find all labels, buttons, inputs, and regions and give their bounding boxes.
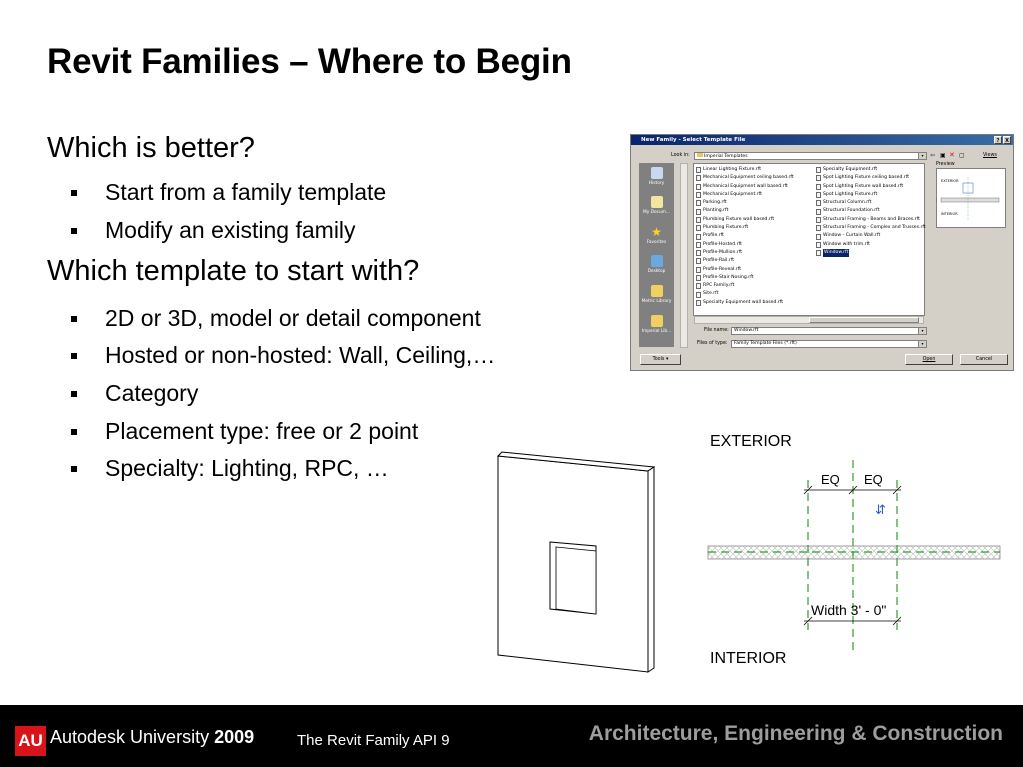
file-name: Specialty Equipment wall based.rft bbox=[703, 299, 784, 305]
bullet-marker bbox=[71, 190, 77, 196]
bullet-placement: Placement type: free or 2 point bbox=[105, 418, 419, 444]
file-list-item[interactable] bbox=[696, 207, 794, 215]
question-which-is-better: Which is better? bbox=[47, 132, 255, 164]
template-file-icon bbox=[696, 267, 701, 273]
file-list-item[interactable] bbox=[696, 266, 794, 274]
preview-pane bbox=[936, 168, 1006, 228]
file-name: Profile-Hosted.rft bbox=[703, 241, 742, 247]
file-name: Structural Framing - Beams and Braces.rft bbox=[823, 216, 920, 222]
place-history[interactable]: History bbox=[639, 167, 674, 186]
file-name: Mechanical Equipment.rft bbox=[703, 191, 762, 197]
bullet-marker bbox=[71, 228, 77, 234]
label-interior: INTERIOR bbox=[710, 650, 787, 667]
template-file-icon bbox=[816, 200, 821, 206]
template-file-icon bbox=[816, 217, 821, 223]
file-list[interactable] bbox=[693, 163, 925, 316]
up-folder-icon[interactable]: ▣ bbox=[940, 152, 946, 159]
dialog-titlebar bbox=[631, 135, 1013, 145]
label-eq-left: EQ bbox=[821, 472, 840, 487]
file-list-item[interactable] bbox=[696, 257, 794, 265]
bullet-modify-family: Modify an existing family bbox=[105, 217, 356, 243]
template-file-icon bbox=[816, 175, 821, 181]
au-logo: AU bbox=[15, 726, 46, 756]
template-file-icon bbox=[696, 217, 701, 223]
template-file-icon bbox=[696, 292, 701, 298]
file-list-item[interactable] bbox=[816, 191, 926, 199]
template-file-icon bbox=[816, 225, 821, 231]
file-list-item[interactable] bbox=[696, 191, 794, 199]
window-frame bbox=[556, 547, 596, 614]
look-in-combo[interactable] bbox=[694, 152, 927, 160]
file-name: Structural Column.rft bbox=[823, 200, 872, 206]
chevron-down-icon[interactable]: ▾ bbox=[918, 341, 926, 347]
file-name: Parking.rft bbox=[703, 200, 727, 206]
folder-icon bbox=[651, 285, 663, 297]
label-exterior: EXTERIOR bbox=[710, 433, 792, 450]
views-menu[interactable]: Views bbox=[983, 153, 997, 158]
template-file-icon bbox=[696, 283, 701, 289]
file-list-item[interactable] bbox=[696, 241, 794, 249]
flip-arrows-icon[interactable]: ⇵ bbox=[875, 503, 886, 518]
look-in-label: Look in: bbox=[671, 153, 690, 158]
file-name: Window.rft bbox=[823, 249, 849, 257]
bullet-category: Category bbox=[105, 380, 199, 406]
file-list-item[interactable] bbox=[696, 174, 794, 182]
file-name: Profile-Rail.rft bbox=[703, 258, 735, 264]
file-list-item[interactable] bbox=[696, 299, 794, 307]
place-favorites[interactable]: ★ Favorites bbox=[646, 225, 667, 245]
file-list-scrollbar[interactable] bbox=[694, 316, 924, 324]
file-list-item[interactable] bbox=[816, 174, 926, 182]
bullet-specialty: Specialty: Lighting, RPC, … bbox=[105, 455, 389, 481]
file-name: Profile-Stair Nosing.rft bbox=[703, 274, 754, 280]
file-list-item[interactable] bbox=[816, 249, 926, 257]
template-file-icon bbox=[696, 275, 701, 281]
file-name: Structural Framing - Complex and Trusses.rft bbox=[823, 225, 926, 231]
file-list-item[interactable] bbox=[696, 183, 794, 191]
file-name-field[interactable]: Window.rft ▾ bbox=[731, 327, 927, 335]
question-which-template: Which template to start with? bbox=[47, 255, 420, 287]
file-name: Mechanical Equipment wall based.rft bbox=[703, 183, 788, 189]
slide-title: Revit Families – Where to Begin bbox=[47, 42, 572, 81]
file-list-item[interactable] bbox=[816, 232, 926, 240]
template-file-icon bbox=[696, 250, 701, 256]
scrollbar-thumb[interactable] bbox=[809, 317, 919, 323]
new-folder-icon[interactable]: ▢ bbox=[959, 152, 965, 159]
file-name: Profile.rft bbox=[703, 233, 724, 239]
au-brand: Autodesk University 2009 bbox=[50, 727, 255, 747]
file-list-item[interactable] bbox=[816, 207, 926, 215]
places-bar bbox=[639, 163, 674, 347]
file-list-item[interactable] bbox=[816, 166, 926, 174]
file-list-item[interactable] bbox=[816, 183, 926, 191]
file-name: Window with trim.rft bbox=[823, 241, 870, 247]
chevron-down-icon[interactable]: ▾ bbox=[918, 328, 926, 334]
cancel-button[interactable]: Cancel bbox=[960, 354, 1008, 365]
file-list-column-1 bbox=[696, 166, 794, 307]
file-name: Structural Foundation.rft bbox=[823, 208, 880, 214]
look-in-value: Imperial Templates bbox=[704, 154, 748, 159]
bullet-marker bbox=[71, 429, 77, 435]
back-icon[interactable]: ⇦ bbox=[930, 152, 936, 159]
template-file-icon bbox=[696, 167, 701, 173]
template-file-icon bbox=[816, 234, 821, 240]
file-name: Spot Lighting Fixture ceiling based.rft bbox=[823, 175, 910, 181]
footer-bar bbox=[0, 705, 1023, 767]
file-list-item[interactable] bbox=[696, 232, 794, 240]
bullet-marker bbox=[71, 353, 77, 359]
bullet-marker bbox=[71, 316, 77, 322]
file-list-item[interactable] bbox=[696, 290, 794, 298]
template-file-icon bbox=[696, 209, 701, 215]
preview-exterior: EXTERIOR bbox=[941, 179, 959, 183]
folder-icon bbox=[697, 153, 703, 157]
file-name: Plumbing Fixture wall based.rft bbox=[703, 216, 775, 222]
template-file-icon bbox=[696, 175, 701, 181]
file-list-item[interactable] bbox=[816, 216, 926, 224]
file-name: Plumbing Fixture.rft bbox=[703, 225, 749, 231]
file-list-item[interactable] bbox=[696, 166, 794, 174]
template-file-icon bbox=[816, 250, 821, 256]
desktop-icon bbox=[651, 255, 663, 267]
template-file-icon bbox=[816, 167, 821, 173]
footer-track: Architecture, Engineering & Construction bbox=[588, 722, 1003, 745]
file-list-item[interactable] bbox=[696, 249, 794, 257]
preview-wall bbox=[941, 198, 999, 202]
file-name: Mechanical Equipment ceiling based.rft bbox=[703, 175, 794, 181]
file-name: Specialty Equipment.rft bbox=[823, 167, 878, 172]
label-eq-right: EQ bbox=[864, 472, 883, 487]
wall-3d-view bbox=[490, 448, 660, 678]
place-desktop[interactable]: Desktop bbox=[639, 255, 674, 274]
template-file-icon bbox=[696, 234, 701, 240]
file-name-label: File name: bbox=[704, 328, 729, 333]
file-name: Spot Lighting Fixture wall based.rft bbox=[823, 183, 904, 189]
open-button[interactable]: Open bbox=[905, 354, 953, 365]
file-list-item[interactable] bbox=[816, 241, 926, 249]
template-file-icon bbox=[696, 242, 701, 248]
select-template-dialog bbox=[630, 134, 1014, 371]
file-name: RPC Family.rft bbox=[703, 283, 735, 289]
template-file-icon bbox=[816, 242, 821, 248]
dialog-title: New Family - Select Template File bbox=[641, 137, 746, 143]
bullet-marker bbox=[71, 391, 77, 397]
template-file-icon bbox=[696, 258, 701, 264]
template-file-icon bbox=[816, 209, 821, 215]
label-width: Width 3' - 0" bbox=[811, 602, 887, 618]
template-file-icon bbox=[816, 184, 821, 190]
window-plan-diagram bbox=[700, 425, 1010, 675]
template-file-icon bbox=[696, 200, 701, 206]
file-type-select[interactable]: Family Template Files (*.rft) ▾ bbox=[731, 340, 927, 348]
folder-icon bbox=[651, 315, 663, 327]
bullet-2d-3d: 2D or 3D, model or detail component bbox=[105, 305, 481, 331]
bullet-family-template: Start from a family template bbox=[105, 179, 387, 205]
template-file-icon bbox=[696, 184, 701, 190]
tools-button[interactable]: Tools ▾ bbox=[640, 354, 681, 365]
close-button[interactable]: X bbox=[1003, 136, 1011, 144]
file-name: Planting.rft bbox=[703, 208, 729, 214]
file-list-item[interactable] bbox=[696, 274, 794, 282]
star-icon: ★ bbox=[651, 225, 662, 239]
history-icon bbox=[651, 167, 663, 179]
preview-interior: INTERIOR bbox=[941, 212, 958, 216]
file-name: Spot Lighting Fixture.rft bbox=[823, 191, 878, 197]
file-type-label: Files of type: bbox=[697, 341, 728, 346]
template-file-icon bbox=[696, 225, 701, 231]
file-name: Profile-Reveal.rft bbox=[703, 266, 742, 272]
file-list-item[interactable] bbox=[696, 282, 794, 290]
wall-side-edge bbox=[648, 467, 654, 672]
file-name: Site.rft bbox=[703, 291, 719, 297]
delete-icon[interactable]: ✕ bbox=[949, 151, 955, 159]
file-name: Profile-Mullion.rft bbox=[703, 249, 743, 255]
template-file-icon bbox=[696, 300, 701, 306]
place-metric-library[interactable]: Metric Library bbox=[639, 285, 674, 304]
place-my-documents[interactable]: My Docum... bbox=[639, 196, 674, 215]
chevron-down-icon[interactable]: ▾ bbox=[918, 153, 926, 159]
file-list-item[interactable] bbox=[816, 224, 926, 232]
file-name: Window - Curtain Wall.rft bbox=[823, 233, 881, 239]
place-imperial-library[interactable]: Imperial Lib... bbox=[639, 315, 674, 334]
documents-icon bbox=[651, 196, 663, 208]
file-name: Linear Lighting Fixture.rft bbox=[703, 167, 762, 172]
file-list-column-2 bbox=[816, 166, 926, 257]
help-button[interactable]: ? bbox=[994, 136, 1002, 144]
file-list-item[interactable] bbox=[696, 199, 794, 207]
places-scrollbar[interactable] bbox=[680, 163, 688, 348]
file-list-item[interactable] bbox=[696, 224, 794, 232]
bullet-hosted: Hosted or non-hosted: Wall, Ceiling,… bbox=[105, 342, 496, 368]
file-list-item[interactable] bbox=[816, 199, 926, 207]
file-list-item[interactable] bbox=[696, 216, 794, 224]
preview-label: Preview bbox=[936, 162, 955, 167]
preview-thumbnail bbox=[937, 169, 1005, 227]
footer-title: The Revit Family API 9 bbox=[297, 732, 450, 749]
template-file-icon bbox=[696, 192, 701, 198]
bullet-marker bbox=[71, 466, 77, 472]
template-file-icon bbox=[816, 192, 821, 198]
